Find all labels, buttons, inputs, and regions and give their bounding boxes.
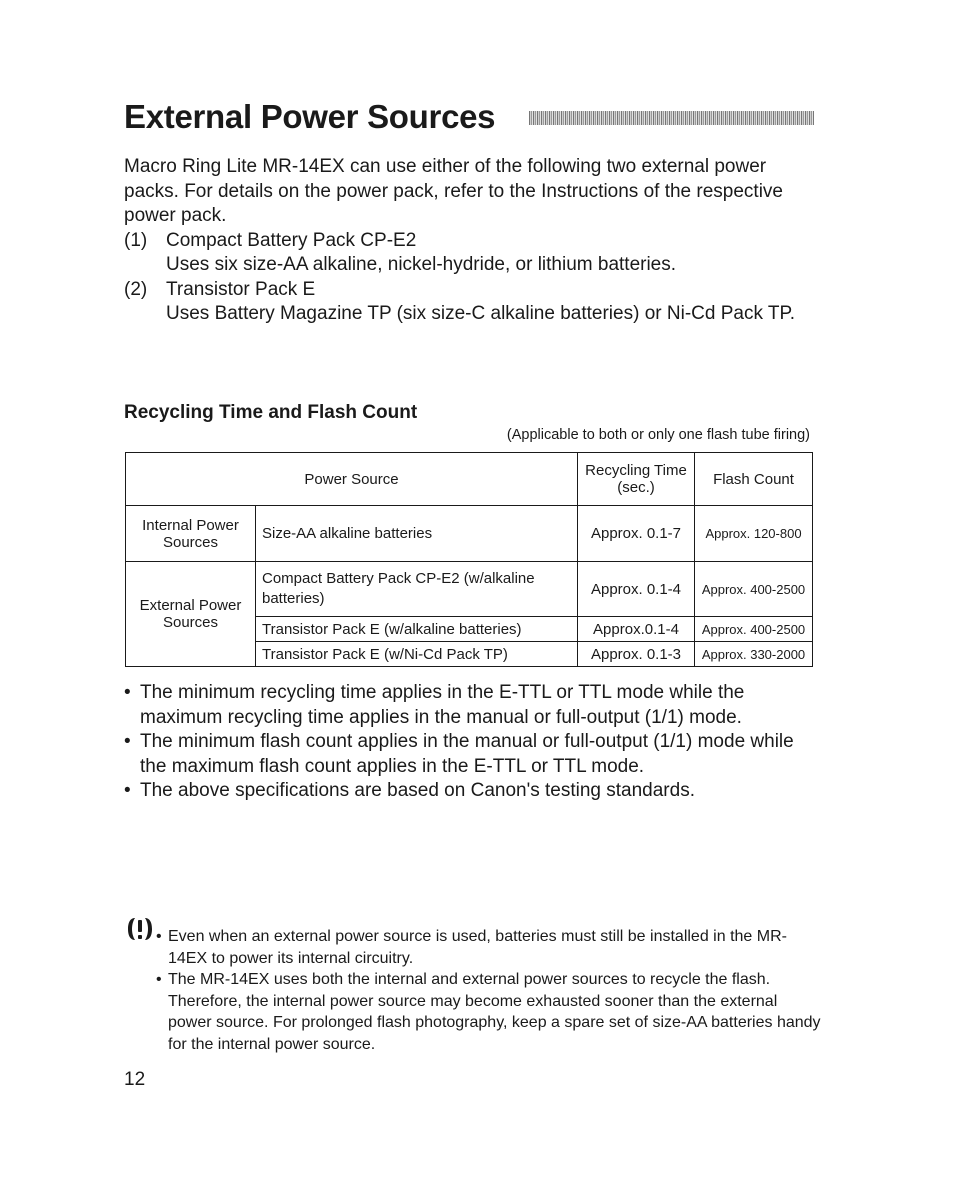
caution-item — [152, 969, 822, 1055]
title-decoration-bar — [529, 111, 814, 125]
caution-text: Even when an external power source is used, batteries must still be installed in the MR-14EX to power its internal circuitry. — [168, 928, 787, 967]
list-item-detail: Uses Battery Magazine TP (six size-C alkaline batteries) or Ni-Cd Pack TP. — [166, 303, 795, 324]
cell-power-source: Transistor Pack E (w/alkaline batteries) — [256, 617, 578, 642]
cell-power-source: Transistor Pack E (w/Ni-Cd Pack TP) — [256, 642, 578, 667]
group-internal-power: Internal Power Sources — [126, 506, 256, 562]
list-item-name: Compact Battery Pack CP-E2 — [166, 229, 417, 251]
table-note: (Applicable to both or only one flash tube firing) — [506, 427, 810, 443]
group-external-power: External Power Sources — [126, 562, 256, 667]
notes-list — [124, 681, 824, 804]
cell-flash-count: Approx. 120-800 — [695, 506, 813, 562]
bullet: • — [124, 780, 131, 801]
cell-power-source: Compact Battery Pack CP-E2 (w/alkaline batteries) — [256, 562, 578, 617]
cell-recycling-time: Approx. 0.1-7 — [578, 506, 695, 562]
table-header-row — [126, 453, 813, 506]
cell-recycling-time: Approx. 0.1-3 — [578, 642, 695, 667]
header-recycling-time: Recycling Time (sec.) — [578, 453, 695, 506]
bullet: • — [124, 731, 131, 752]
caution-icon — [127, 917, 153, 941]
note-text: The above specifications are based on Canon's testing standards. — [140, 780, 695, 801]
page-number: 12 — [124, 1069, 146, 1090]
cell-flash-count: Approx. 400-2500 — [695, 562, 813, 617]
cell-recycling-time: Approx. 0.1-4 — [578, 562, 695, 617]
title-row — [124, 98, 814, 142]
table-row — [126, 506, 813, 562]
table-row — [126, 562, 813, 617]
list-item-detail: Uses six size-AA alkaline, nickel-hydride, or lithium batteries. — [166, 254, 677, 275]
caution-item — [152, 926, 822, 969]
list-item-number: (1) — [124, 229, 148, 251]
list-item-number: (2) — [124, 278, 148, 300]
intro-paragraph: Macro Ring Lite MR-14EX can use either of the following two external power packs. For details on the power pack, refer to the Instructions of the respective power pack. — [124, 156, 783, 226]
note-text: The minimum flash count applies in the manual or full-output (1/1) mode while the maximum flash count applies in the E-TTL or TTL mode. — [140, 731, 794, 777]
page-title: External Power Sources — [124, 98, 496, 135]
bullet: • — [156, 971, 162, 988]
note-text: The minimum recycling time applies in the E-TTL or TTL mode while the maximum recycling time applies in the manual or full-output (1/1) mode. — [140, 682, 745, 728]
caution-text: The MR-14EX uses both the internal and external power sources to recycle the flash. Therefore, the internal power source may become exhausted sooner than the external power source. For prolonged flash photography, keep a spare set of size-AA batteries handy for the internal power source. — [168, 971, 821, 1053]
cell-flash-count: Approx. 330-2000 — [695, 642, 813, 667]
list-item-1 — [124, 229, 824, 254]
caution-list — [152, 926, 822, 1055]
note-item — [124, 730, 824, 779]
section-title: Recycling Time and Flash Count — [124, 402, 418, 423]
note-item — [124, 779, 824, 804]
note-item — [124, 681, 824, 730]
cell-recycling-time: Approx.0.1-4 — [578, 617, 695, 642]
intro-section — [124, 155, 824, 327]
cell-flash-count: Approx. 400-2500 — [695, 617, 813, 642]
header-flash-count: Flash Count — [695, 453, 813, 506]
recycling-flash-table — [125, 452, 813, 667]
bullet: • — [156, 928, 162, 945]
bullet: • — [124, 682, 131, 703]
list-item-2 — [124, 278, 824, 303]
cell-power-source: Size-AA alkaline batteries — [256, 506, 578, 562]
list-item-name: Transistor Pack E — [166, 278, 316, 300]
header-power-source: Power Source — [126, 453, 578, 506]
